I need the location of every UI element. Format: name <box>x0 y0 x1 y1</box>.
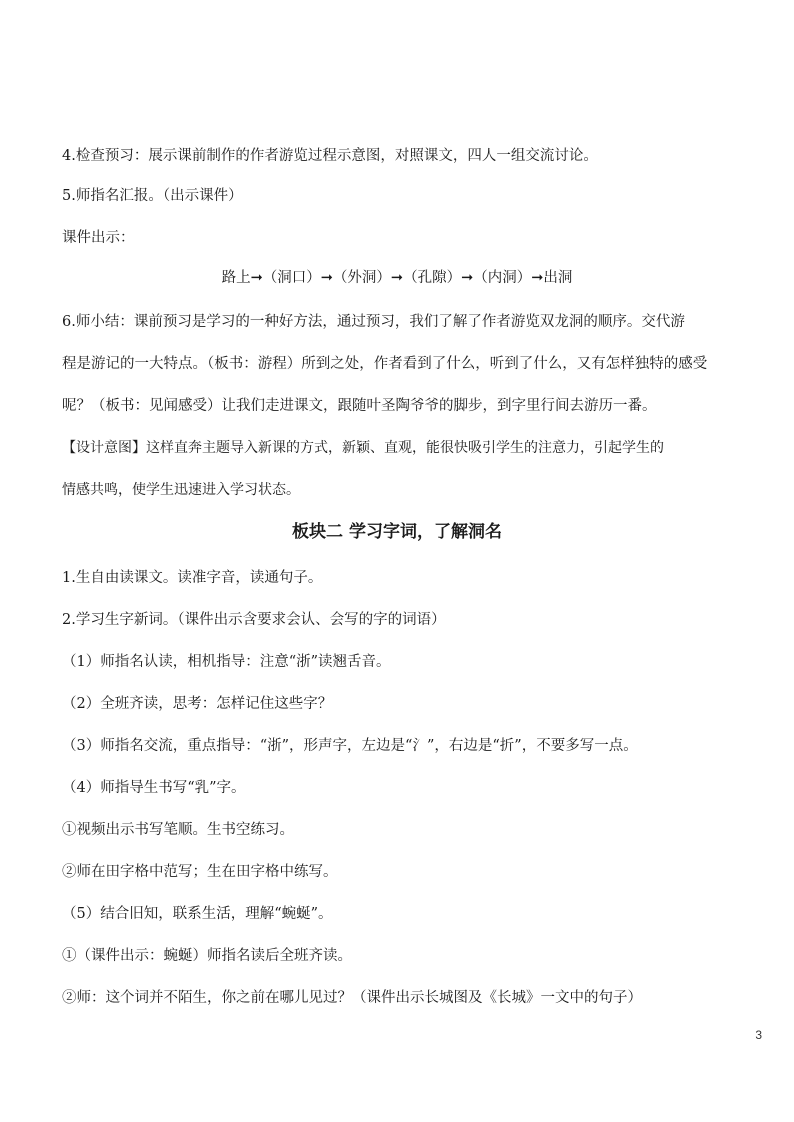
sub-step-1-text: ①视频出示书写笔顺。生书空练习。 <box>62 822 294 838</box>
arrow-right-icon: ➞ <box>390 270 404 286</box>
design-intent-text-cont: 情感共鸣，使学生迅速进入学习状态。 <box>62 482 300 498</box>
step-6-text-cont: 呢？（板书：见闻感受）让我们走进课文，跟随叶圣陶爷爷的脚步，到字里行间去游历一番。 <box>62 398 657 414</box>
page-number: 3 <box>755 1028 762 1042</box>
sub-item-2-text: （2）全班齐读，思考：怎样记住这些字？ <box>62 696 333 712</box>
route-step: 路上 <box>221 270 251 286</box>
step-5-text: 5.师指名汇报。（出示课件） <box>62 188 243 204</box>
item-1-text: 1.生自由读课文。读准字音，读通句子。 <box>62 570 323 586</box>
step-6-text-cont: 程是游记的一大特点。（板书：游程）所到之处，作者看到了什么，听到了什么，又有怎样独特的感受 <box>62 356 708 372</box>
sub-step-2-text: ②师在田字格中范写；生在田字格中练写。 <box>62 864 338 880</box>
route-step: （洞口） <box>262 270 321 286</box>
courseware-label: 课件出示： <box>62 230 135 246</box>
route-flow <box>0 268 794 288</box>
route-step: （孔隙） <box>403 270 462 286</box>
sub-item-4-text: （4）师指导生书写“乳”字。 <box>62 780 246 796</box>
section-title: 板块二 学习字词，了解洞名 <box>292 522 502 542</box>
sub-item-3-text: （3）师指名交流，重点指导：“浙”，形声字，左边是“氵”，右边是“折”，不要多写一点。 <box>62 738 638 754</box>
step-4-text: 4.检查预习：展示课前制作的作者游览过程示意图，对照课文，四人一组交流讨论。 <box>62 148 598 164</box>
route-step: 出洞 <box>543 270 573 286</box>
sub-step-2-text: ②师：这个词并不陌生，你之前在哪儿见过？（课件出示长城图及《长城》一文中的句子） <box>62 990 642 1006</box>
step-6-text: 6.师小结：课前预习是学习的一种好方法，通过预习，我们了解了作者游览双龙洞的顺序。交代游 <box>62 314 685 330</box>
sub-item-5-text: （5）结合旧知，联系生活，理解“蜿蜒”。 <box>62 906 333 922</box>
route-step: （内洞） <box>473 270 532 286</box>
route-step: （外洞） <box>332 270 391 286</box>
arrow-right-icon: ➞ <box>461 270 474 286</box>
sub-step-1-text: ①（课件出示：蜿蜒）师指名读后全班齐读。 <box>62 948 352 964</box>
arrow-right-icon: ➞ <box>531 270 544 286</box>
design-intent-text: 【设计意图】这样直奔主题导入新课的方式，新颖、直观，能很快吸引学生的注意力，引起学生的 <box>62 440 664 456</box>
sub-item-1-text: （1）师指名认读，相机指导：注意“浙”读翘舌音。 <box>62 654 391 670</box>
item-2-text: 2.学习生字新词。（课件出示含要求会认、会写的字的词语） <box>62 612 446 628</box>
arrow-right-icon: ➞ <box>250 270 263 286</box>
arrow-right-icon: ➞ <box>320 270 333 286</box>
